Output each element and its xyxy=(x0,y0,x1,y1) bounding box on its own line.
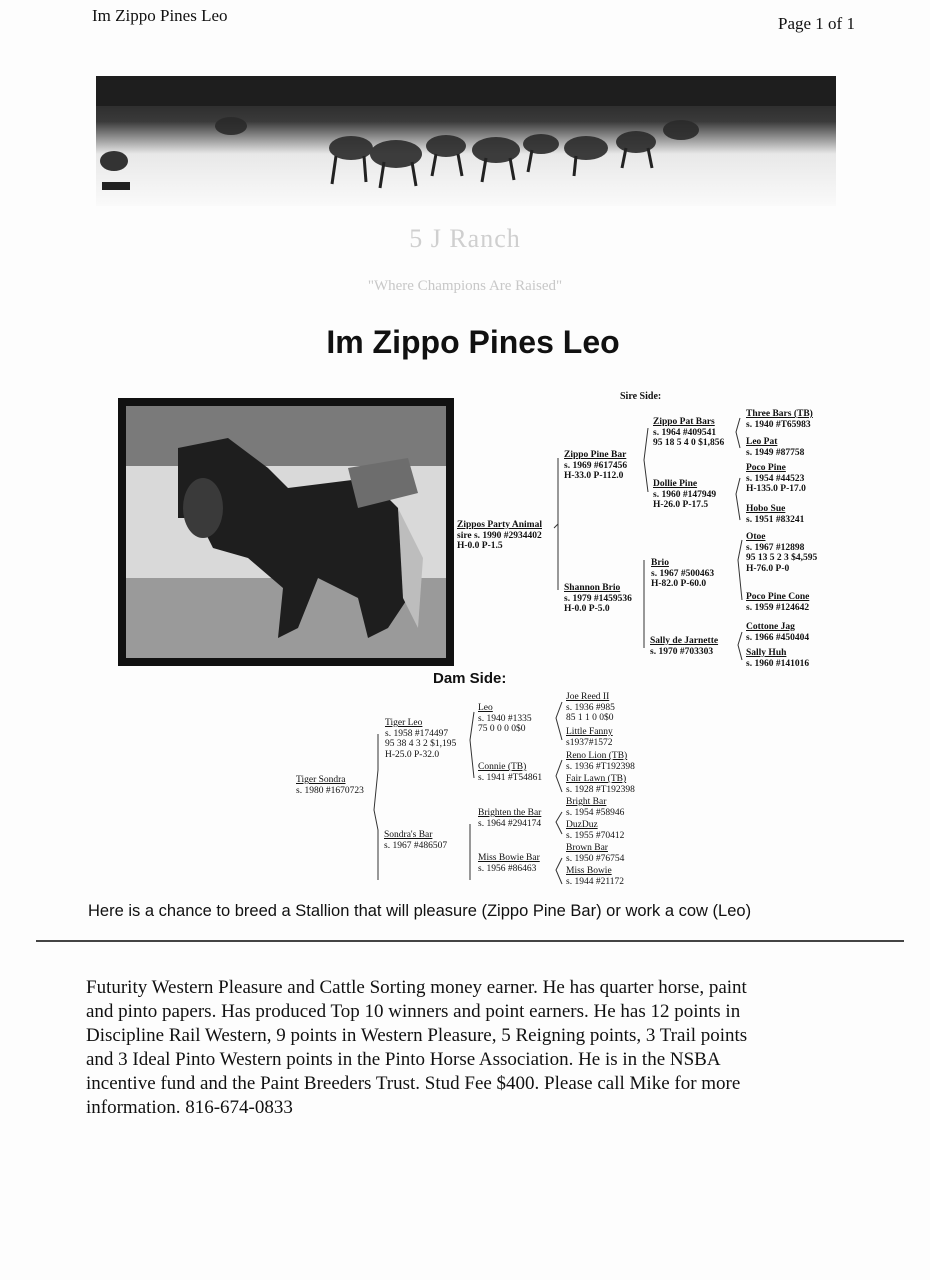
horse-name: Brio xyxy=(651,558,669,568)
pedigree-miss-bowie xyxy=(566,866,624,887)
horse-points: H-26.0 P-17.5 xyxy=(653,500,709,510)
horse-points: 85 1 1 0 0$0 xyxy=(566,713,614,723)
horse-reg: s. 1955 #70412 xyxy=(566,830,625,841)
horse-points: H-25.0 P-32.0 xyxy=(385,749,440,760)
pedigree-joe-reed-ii xyxy=(566,692,615,724)
pedigree-shannon-brio xyxy=(564,583,632,615)
pedigree-leo xyxy=(478,703,532,735)
horse-title: Im Zippo Pines Leo xyxy=(326,324,620,360)
ranch-name: 5 J Ranch xyxy=(409,224,521,253)
horse-reg: s. 1941 #T54861 xyxy=(478,772,543,783)
horse-points: H-76.0 P-0 xyxy=(746,563,790,574)
pedigree-dollie-pine xyxy=(653,479,716,511)
description-line: and 3 Ideal Pinto Western points in the Pinto Horse Association. He is in the NSBA xyxy=(86,1049,721,1070)
description-line: incentive fund and the Paint Breeders Trust. Stud Fee $400. Please call Mike for more xyxy=(86,1073,741,1094)
horse-reg: s. 1940 #T65983 xyxy=(746,419,811,430)
pedigree-brio xyxy=(651,558,714,590)
horse-points: H-135.0 P-17.0 xyxy=(746,484,806,494)
horse-reg: s. 1967 #500463 xyxy=(651,568,715,579)
horse-reg: s. 1936 #985 xyxy=(566,702,615,713)
horse-reg: s. 1967 #486507 xyxy=(384,840,448,851)
pedigree-reno-lion xyxy=(566,751,635,772)
pedigree-sondras-bar xyxy=(384,830,447,851)
horse-reg: s. 1960 #141016 xyxy=(746,658,810,669)
pedigree-sally-de-jarnette xyxy=(650,636,718,657)
breeding-tagline: Here is a chance to breed a Stallion that will pleasure (Zippo Pine Bar) or work a cow (Leo) xyxy=(88,902,752,920)
pedigree-connie xyxy=(478,762,542,783)
horse-name: Tiger Leo xyxy=(385,718,423,728)
pedigree-sire xyxy=(457,520,542,552)
horse-name: Otoe xyxy=(746,532,766,542)
horse-reg: s. 1970 #703303 xyxy=(650,646,714,657)
page-number: Page 1 of 1 xyxy=(778,14,855,33)
horse-name: Reno Lion (TB) xyxy=(566,751,628,761)
sire-side-heading: Sire Side: xyxy=(620,391,662,402)
horse-points: H-0.0 P-1.5 xyxy=(457,541,503,551)
horse-reg: s. 1956 #86463 xyxy=(478,863,537,874)
horse-reg: s. 1940 #1335 xyxy=(478,713,532,724)
horse-name: Hobo Sue xyxy=(746,504,786,514)
horse-name: Dollie Pine xyxy=(653,479,698,489)
pedigree-dam xyxy=(296,775,364,796)
horse-name: Brown Bar xyxy=(566,843,608,853)
divider xyxy=(36,940,904,942)
pedigree-duzduz xyxy=(566,820,624,841)
horse-name: Joe Reed II xyxy=(566,692,610,702)
pedigree-cottone-jag xyxy=(746,622,809,643)
description-line: information. 816-674-0833 xyxy=(86,1097,293,1118)
horse-reg: s. 1950 #76754 xyxy=(566,853,625,864)
description-line: Futurity Western Pleasure and Cattle Sorting money earner. He has quarter horse, paint xyxy=(86,977,747,998)
horse-name: Poco Pine Cone xyxy=(746,592,810,602)
horse-reg: s. 1980 #1670723 xyxy=(296,785,364,796)
horse-name: Fair Lawn (TB) xyxy=(566,774,627,784)
horse-points: 95 13 5 2 3 $4,595 xyxy=(746,553,818,563)
horse-name: Sally Huh xyxy=(746,648,787,658)
pedigree-miss-bowie-bar xyxy=(478,853,540,874)
horse-reg: s1937#1572 xyxy=(566,737,613,748)
pedigree-three-bars xyxy=(746,409,813,430)
pedigree-brighten-the-bar xyxy=(478,808,541,829)
horse-name: Little Fanny xyxy=(566,727,613,737)
horse-name: Leo Pat xyxy=(746,437,778,447)
horse-reg: s. 1967 #12898 xyxy=(746,542,805,553)
horse-name: Cottone Jag xyxy=(746,622,795,632)
horse-reg: s. 1944 #21172 xyxy=(566,876,624,887)
horse-reg: s. 1949 #87758 xyxy=(746,447,805,458)
description-line: and pinto papers. Has produced Top 10 winners and point earners. He has 12 points in xyxy=(86,1001,741,1022)
pedigree-sally-huh xyxy=(746,648,809,669)
pedigree-poco-pine xyxy=(746,463,806,495)
horse-reg: s. 1979 #1459536 xyxy=(564,593,632,604)
pedigree-leo-pat xyxy=(746,437,804,458)
horse-reg: s. 1951 #83241 xyxy=(746,514,805,525)
horse-name: Brighten the Bar xyxy=(478,808,542,818)
dam-side-heading: Dam Side: xyxy=(433,670,507,687)
horse-reg: s. 1959 #124642 xyxy=(746,602,810,613)
horse-reg: s. 1964 #294174 xyxy=(478,818,542,829)
pedigree-fair-lawn xyxy=(566,774,635,795)
horse-name: Leo xyxy=(478,703,493,713)
horse-name: Sally de Jarnette xyxy=(650,636,719,646)
horse-reg: s. 1960 #147949 xyxy=(653,489,717,500)
horse-reg: s. 1964 #409541 xyxy=(653,427,717,438)
horse-name: Tiger Sondra xyxy=(296,775,346,785)
horse-name: DuzDuz xyxy=(566,820,598,830)
ranch-motto: "Where Champions Are Raised" xyxy=(367,278,563,294)
pedigree-otoe xyxy=(746,532,817,574)
horse-reg: s. 1936 #T192398 xyxy=(566,761,635,772)
horse-reg: sire s. 1990 #2934402 xyxy=(457,530,542,541)
pedigree-brown-bar xyxy=(566,843,624,864)
pedigree-poco-pine-cone xyxy=(746,592,809,613)
horse-points: H-33.0 P-112.0 xyxy=(564,471,624,481)
horse-reg: s. 1954 #44523 xyxy=(746,473,805,484)
horse-points: H-0.0 P-5.0 xyxy=(564,604,610,614)
horse-name: Poco Pine xyxy=(746,463,786,473)
horse-reg: s. 1958 #174497 xyxy=(385,728,449,739)
horse-name: Connie (TB) xyxy=(478,762,527,772)
horse-name: Shannon Brio xyxy=(564,583,621,593)
horse-name: Zippo Pine Bar xyxy=(564,450,627,460)
horse-points: H-82.0 P-60.0 xyxy=(651,579,707,589)
pedigree-zippo-pat-bars xyxy=(653,417,724,449)
horse-points: 95 18 5 4 0 $1,856 xyxy=(653,438,725,448)
horse-points: 75 0 0 0 0$0 xyxy=(478,724,526,734)
pedigree-bright-bar xyxy=(566,797,624,818)
pedigree-little-fanny xyxy=(566,727,613,748)
horse-name: Miss Bowie xyxy=(566,866,612,876)
pedigree-zippo-pine-bar xyxy=(564,450,627,482)
description-line: Discipline Rail Western, 9 points in Western Pleasure, 5 Reigning points, 3 Trail points xyxy=(86,1025,748,1046)
horse-points: 95 38 4 3 2 $1,195 xyxy=(385,739,457,749)
horse-reg: s. 1969 #617456 xyxy=(564,460,628,471)
horse-name: Zippo Pat Bars xyxy=(653,417,715,427)
horse-name: Three Bars (TB) xyxy=(746,409,813,419)
horse-reg: s. 1928 #T192398 xyxy=(566,784,635,795)
horse-name: Miss Bowie Bar xyxy=(478,853,540,863)
pedigree-tiger-leo xyxy=(385,718,456,760)
horse-name: Bright Bar xyxy=(566,797,607,807)
document-header-title: Im Zippo Pines Leo xyxy=(92,6,228,25)
horse-reg: s. 1966 #450404 xyxy=(746,632,810,643)
horse-name: Zippos Party Animal xyxy=(457,520,542,530)
pedigree-hobo-sue xyxy=(746,504,804,525)
horse-description xyxy=(86,976,876,1120)
horse-reg: s. 1954 #58946 xyxy=(566,807,625,818)
horse-name: Sondra's Bar xyxy=(384,830,433,840)
